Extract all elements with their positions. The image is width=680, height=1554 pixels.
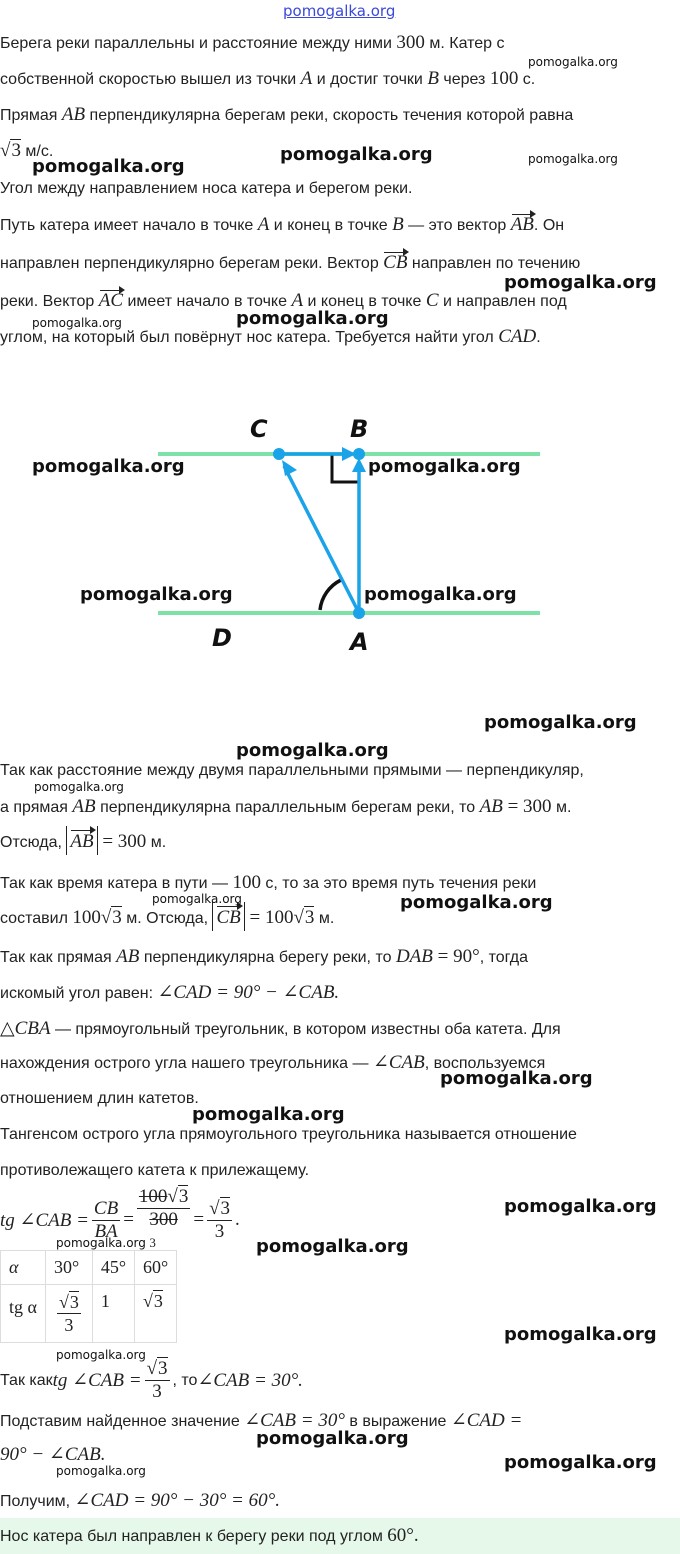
watermark: pomogalka.org: [236, 308, 389, 329]
table-row: α 30° 45° 60°: [1, 1251, 177, 1285]
condition-line-4: √3 м/с.: [0, 140, 54, 161]
angle-arc: [320, 580, 341, 610]
final-line-1: Так как tg ∠CAB = $\frac{√3}{3}$ , то ∠CAB = 30°.: [0, 1358, 303, 1402]
answer-text: Нос катера был направлен к берегу реки под углом 60°.: [0, 1525, 419, 1546]
watermark: pomogalka.org: [56, 1236, 146, 1250]
solution-line-4: Так как время катера в пути — 100 с, то за это время путь течения реки: [0, 872, 537, 893]
watermark: pomogalka.org: [56, 1348, 146, 1362]
point-a: [353, 607, 365, 619]
solution-line-9: нахождения острого угла нашего треугольника — ∠CAB, воспользуемся: [0, 1052, 546, 1073]
watermark: pomogalka.org: [504, 1452, 657, 1473]
watermark: pomogalka.org: [32, 156, 185, 177]
watermark: pomogalka.org: [32, 316, 122, 330]
vector-ab-arrowhead: [352, 458, 366, 472]
point-c: [273, 448, 285, 460]
condition-line-3: Прямая AB перпендикулярна берегам реки, скорость течения которой равна: [0, 104, 574, 125]
tangent-formula: tg ∠CAB = $\frac{CB}{BA}$ = 100√3 300 3 = $\frac{√3}{3}$ .: [0, 1186, 240, 1250]
solution-line-5: составил 100√3 м. Отсюда, CB = 100√3 м.: [0, 902, 334, 931]
watermark: pomogalka.org: [504, 1196, 657, 1217]
final-line-4: Получим, ∠CAD = 90° − 30° = 60°.: [0, 1490, 280, 1511]
label-c: C: [250, 415, 268, 443]
final-line-2: Подставим найденное значение ∠CAB = 30° в выражение ∠CAD =: [0, 1410, 523, 1431]
watermark: pomogalka.org: [56, 1464, 146, 1478]
watermark: pomogalka.org: [236, 740, 389, 761]
watermark: pomogalka.org: [400, 892, 553, 913]
watermark: pomogalka.org: [32, 456, 185, 477]
vector-ac-arrowhead: [282, 460, 297, 476]
watermark: pomogalka.org: [504, 1324, 657, 1345]
solution-line-10: отношением длин катетов.: [0, 1090, 199, 1107]
final-line-3: 90° − ∠CAB.: [0, 1444, 106, 1465]
solution-line-1: Так как расстояние между двумя параллельными прямыми — перпендикуляр,: [0, 762, 584, 779]
solution-line-12: противолежащего катета к прилежащему.: [0, 1162, 310, 1179]
tangent-table: [0, 1250, 177, 1343]
watermark: pomogalka.org: [192, 1104, 345, 1125]
table-row: tg α $\frac{√3}{3}$ 1 √3: [1, 1285, 177, 1343]
solution-line-7: искомый угол равен: ∠CAD = 90° − ∠CAB.: [0, 982, 340, 1003]
watermark: pomogalka.org: [280, 144, 433, 165]
watermark: pomogalka.org: [256, 1428, 409, 1449]
watermark: pomogalka.org: [440, 1068, 593, 1089]
question-text: Угол между направлением носа катера и берегом реки.: [0, 180, 413, 197]
solution-line-8: △CBA — прямоугольный треугольник, в котором известны оба катета. Для: [0, 1018, 561, 1039]
watermark: pomogalka.org: [528, 152, 618, 166]
watermark: pomogalka.org: [152, 892, 242, 906]
watermark: pomogalka.org: [364, 584, 517, 605]
river-diagram: [0, 400, 680, 700]
watermark: pomogalka.org: [368, 456, 521, 477]
condition-line-1: Берега реки параллельны и расстояние между ними 300 м. Катер с: [0, 32, 505, 53]
solution-line-3: Отсюда, AB = 300 м.: [0, 826, 166, 855]
solution-line-2: а прямая AB перпендикулярна параллельным берегам реки, то AB = 300 м.: [0, 796, 572, 817]
explain-line-3: реки. Вектор AC имеет начало в точке A и конец в точке C и направлен под: [0, 290, 567, 311]
explain-line-2: направлен перпендикулярно берегам реки. Вектор CB направлен по течению: [0, 252, 581, 273]
watermark: pomogalka.org: [34, 780, 124, 794]
watermark: pomogalka.org: [256, 1236, 409, 1257]
solution-line-6: Так как прямая AB перпендикулярна берегу реки, то DAB = 90°, тогда: [0, 946, 528, 967]
point-b: [353, 448, 365, 460]
solution-line-11: Тангенсом острого угла прямоугольного треугольника называется отношение: [0, 1126, 577, 1143]
explain-line-4: углом, на который был повёрнут нос катера. Требуется найти угол CAD.: [0, 326, 541, 347]
label-b: B: [350, 415, 369, 443]
watermark: pomogalka.org: [504, 272, 657, 293]
watermark: pomogalka.org: [80, 584, 233, 605]
site-link[interactable]: pomogalka.org: [283, 2, 396, 20]
explain-line-1: Путь катера имеет начало в точке A и конец в точке B — это вектор AB. Он: [0, 214, 565, 235]
condition-line-2: собственной скоростью вышел из точки A и достиг точки B через 100 с.: [0, 68, 536, 89]
label-a: A: [350, 628, 369, 656]
label-d: D: [212, 624, 232, 652]
watermark: pomogalka.org: [528, 55, 618, 69]
vector-ac: [284, 466, 359, 613]
watermark: pomogalka.org: [484, 712, 637, 733]
